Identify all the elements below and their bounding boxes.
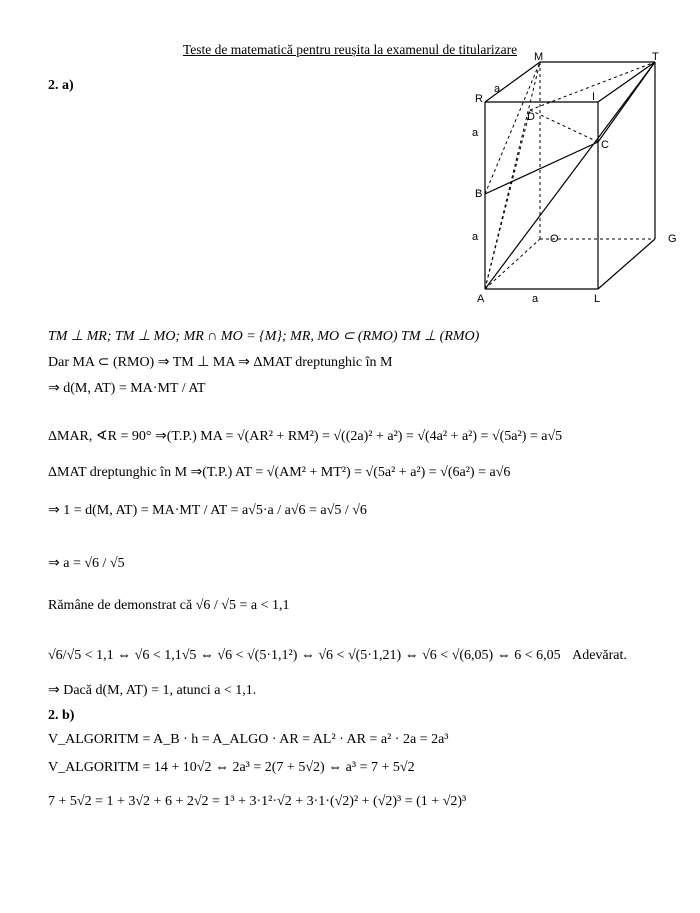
vertex-O: O <box>550 233 559 245</box>
section-label-a: 2. a) <box>48 78 74 93</box>
segment-BC <box>485 142 598 194</box>
proof-line-6: ⇒ 1 = d(M, AT) = MA·MT / AT = a√5·a / a√6 = a√5 / √6 <box>48 503 367 518</box>
proof-line-5: ΔMAT dreptunghic în M ⇒(T.P.) AT = √(AM² + MT²) = √(5a² + a²) = √(6a²) = a√6 <box>48 465 511 480</box>
vertex-A: A <box>477 293 485 305</box>
edge-label-a-top: a <box>494 83 501 95</box>
vertex-L: L <box>594 293 601 305</box>
vertex-R: R <box>475 93 483 105</box>
edge-label-a-upper: a <box>472 127 479 139</box>
vertex-C: C <box>601 139 609 151</box>
vertex-M: M <box>534 52 544 63</box>
proof-line-2: Dar MA ⊂ (RMO) ⇒ TM ⊥ MA ⇒ ΔMAT dreptunghic în M <box>48 355 393 370</box>
edge-label-a-bottom: a <box>532 293 539 305</box>
edge-AO <box>485 239 540 289</box>
proof-line-11: V_ALGORITM = A_B · h = A_ALGO · AR = AL² · AR = a² · 2a = 2a³ <box>48 732 449 747</box>
segment-AD <box>485 110 530 289</box>
vertex-G: G <box>668 233 677 245</box>
header-text: Teste de matematică pentru reușita la examenul de titularizare <box>182 42 518 57</box>
vertex-B: B <box>475 188 483 200</box>
proof-line-9: √6/√5 < 1,1 ⇔ √6 < 1,1√5 ⇔ √6 < √(5·1,1²) ⇔ √6 < √(5·1,21) ⇔ √6 < √(6,05) ⇔ 6 < 6,05 Adevărat. <box>48 648 627 663</box>
segment-DC <box>530 110 598 142</box>
vertex-I: I <box>592 91 596 103</box>
proof-line-3: ⇒ d(M, AT) = MA·MT / AT <box>48 381 206 396</box>
proof-line-8: Rămâne de demonstrat că √6 / √5 = a < 1,1 <box>48 598 290 613</box>
edge-IT <box>598 62 655 102</box>
parallelepiped-figure <box>470 52 690 307</box>
vertex-T: T <box>652 52 659 63</box>
proof-line-4: ΔMAR, ∢R = 90° ⇒(T.P.) MA = √(AR² + RM²) = √((2a)² + a²) = √(4a² + a²) = √(5a²) = a√5 <box>48 429 563 444</box>
section-label-b: 2. b) <box>48 708 75 723</box>
vertex-D: D <box>527 111 535 123</box>
segment-AT <box>485 62 655 289</box>
proof-line-1: TM ⊥ MR; TM ⊥ MO; MR ∩ MO = {M}; MR, MO ⊂ (RMO) TM ⊥ (RMO) <box>48 329 480 344</box>
proof-line-7: ⇒ a = √6 / √5 <box>48 556 125 571</box>
proof-line-13: 7 + 5√2 = 1 + 3√2 + 6 + 2√2 = 1³ + 3·1²·√2 + 3·1·(√2)² + (√2)³ = (1 + √2)³ <box>48 794 467 809</box>
edge-LG <box>598 239 655 289</box>
proof-line-12: V_ALGORITM = 14 + 10√2 ⇔ 2a³ = 2(7 + 5√2) ⇔ a³ = 7 + 5√2 <box>48 760 415 775</box>
edge-label-a-lower: a <box>472 231 479 243</box>
proof-line-10: ⇒ Dacă d(M, AT) = 1, atunci a < 1,1. <box>48 683 257 698</box>
